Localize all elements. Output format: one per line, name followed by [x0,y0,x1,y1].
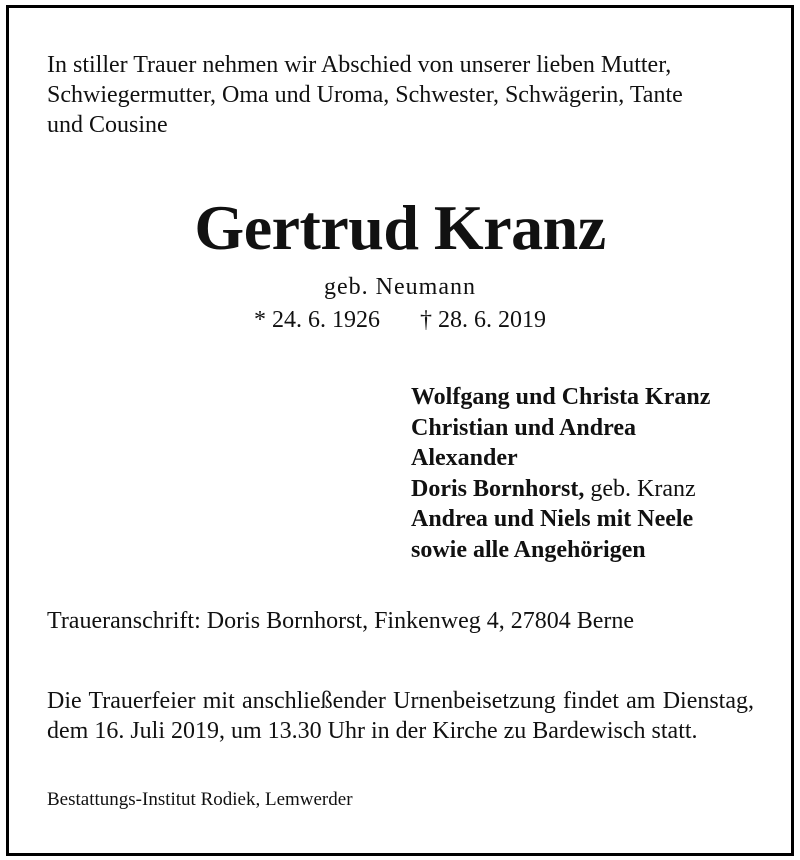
mourner-name: Andrea und Niels mit Neele [411,506,694,532]
mourner-line [411,382,771,413]
birth-date: * 24. 6. 1926 [254,307,380,333]
born-name: geb. Neumann [324,274,476,300]
deceased-name: Gertrud Kranz [194,192,606,263]
mourning-address: Traueranschrift: Doris Bornhorst, Finkenweg 4, 27804 Berne [47,608,635,634]
mourner-line [411,474,771,505]
mourner-line [411,535,771,566]
mourner-note: geb. Kranz [584,475,696,502]
mourner-name: Doris Bornhorst, [411,475,585,502]
mourners-list [411,382,771,565]
ceremony-text: Die Trauerfeier mit anschließender Urnenbeisetzung findet am Dienstag, dem 16. Juli 2019, um 13.30 Uhr in der Kirche zu Bardewisch statt. [47,688,754,744]
mourner-line [411,413,771,444]
intro-text [47,50,759,140]
intro-line: Schwiegermutter, Oma und Uroma, Schwester, Schwägerin, Tante [47,82,683,108]
mourner-name: Christian und Andrea [411,414,636,441]
mourner-name: Alexander [411,445,518,471]
undertaker: Bestattungs-Institut Rodiek, Lemwerder [47,789,353,810]
mourner-line [411,504,771,535]
life-dates [0,305,800,335]
intro-line: In stiller Trauer nehmen wir Abschied von unserer lieben Mutter, [47,52,672,78]
mourner-name: sowie alle Angehörigen [411,536,646,563]
intro-line: und Cousine [47,112,168,138]
mourner-name: Wolfgang und Christa Kranz [411,384,711,410]
death-date: † 28. 6. 2019 [420,307,546,333]
mourner-line [411,443,771,474]
